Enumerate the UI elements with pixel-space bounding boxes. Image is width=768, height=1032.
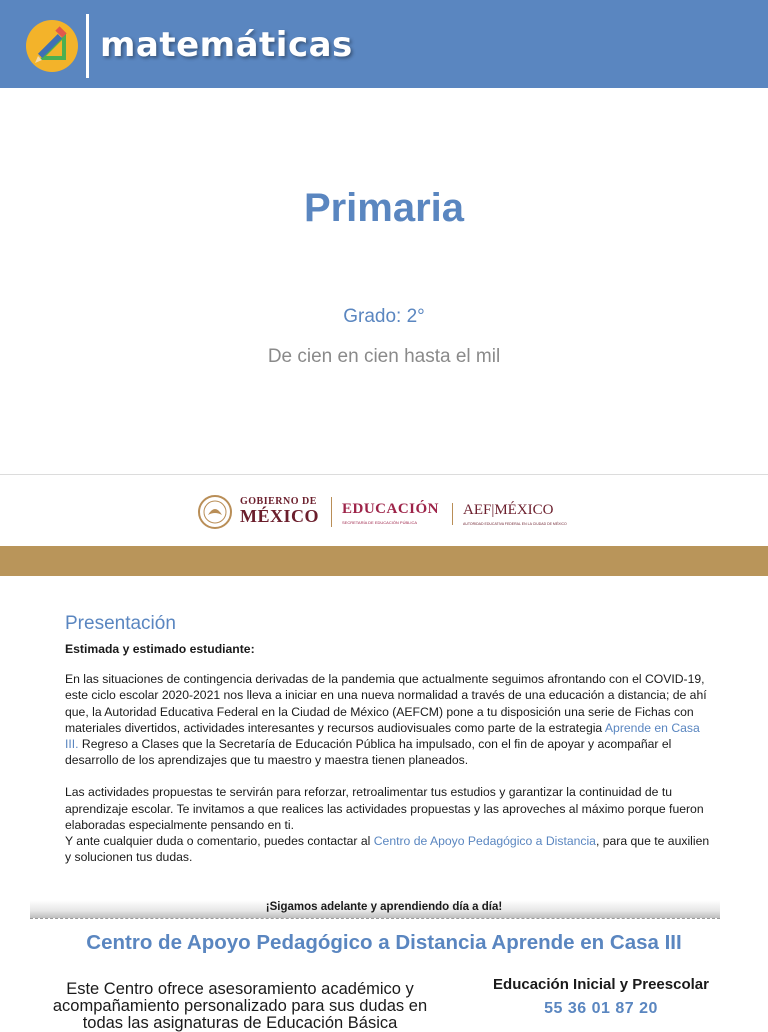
paragraph-3 <box>65 833 710 865</box>
center-title: Centro de Apoyo Pedagógico a Distancia Aprende en Casa III <box>86 931 682 954</box>
logos-row <box>198 493 578 533</box>
header-bar <box>0 0 768 88</box>
level-title: Primaria <box>303 186 465 230</box>
logo-divider <box>331 497 332 527</box>
logo-divider <box>452 503 453 525</box>
aprende-en-casa-link[interactable]: Aprende en Casa III. <box>65 720 700 752</box>
ruler-pencil-icon <box>26 20 78 72</box>
slogan-text: ¡Sigamos adelante y aprendiendo día a día! <box>265 901 503 913</box>
aef-mexico-label: AEF|MÉXICO <box>463 502 554 518</box>
sep-label: SECRETARÍA DE EDUCACIÓN PÚBLICA <box>342 520 418 525</box>
gobierno-label: GOBIERNO DE <box>240 496 317 507</box>
subject-title: matemáticas <box>100 25 353 65</box>
preschool-label: Educación Inicial y Preescolar <box>493 976 709 993</box>
mexico-label: MÉXICO <box>240 506 319 526</box>
center-description: Este Centro ofrece asesoramiento académico y acompañamiento personalizado para sus dudas en todas las asignaturas de Educación Básica <box>52 980 428 1032</box>
paragraph-3-text-end: , para que te auxilien y solucionen tus dudas. <box>65 834 710 865</box>
aef-sub-label: AUTORIDAD EDUCATIVA FEDERAL EN LA CIUDAD DE MÉXICO <box>463 522 567 526</box>
paragraph-2: Las actividades propuestas te servirán para reforzar, retroalimentar tus estudios y garantizar la continuidad de tu aprendizaje escolar. Te invitamos a que realices las actividades propuestas y las aproveches al máximo porque fueron elaboradas especialmente pensando en ti. <box>65 785 704 832</box>
paragraph-1-text-end: Regreso a Clases que la Secretaría de Educación Pública ha impulsado, con el fin de apoyar y acompañar el desarrollo de los aprendizajes que tu maestro y maestra tienen planeados. <box>65 737 672 768</box>
presentation-heading: Presentación <box>65 613 176 634</box>
preschool-phone[interactable]: 55 36 01 87 20 <box>544 1000 658 1017</box>
header-divider <box>86 14 89 78</box>
paragraph-1-text: En las situaciones de contingencia derivadas de la pandemia que actualmente seguimos afrontando con el COVID-19, este ciclo escolar 2020-2021 nos lleva a iniciar en una nueva normalidad a través de una educación a distancia; de ahí que, la Autoridad Educativa Federal en la Ciudad de México (AEFCM) pone a tu disposición una serie de Fichas con materiales divertidos, actividades interesantes y recursos audiovisuales como parte de la estrategia <box>65 672 707 735</box>
government-logos-band <box>0 474 768 547</box>
paragraph-3-text: Y ante cualquier duda o comentario, puedes contactar al <box>65 834 374 849</box>
greeting: Estimada y estimado estudiante: <box>65 642 255 656</box>
paragraph-1 <box>65 671 710 768</box>
educacion-label: EDUCACIÓN <box>342 501 440 517</box>
centro-apoyo-link[interactable]: Centro de Apoyo Pedagógico a Distancia <box>373 834 596 849</box>
cover-section <box>0 88 768 474</box>
topic-title: De cien en cien hasta el mil <box>267 346 501 367</box>
presentation-body <box>65 641 710 881</box>
gold-divider-band <box>0 546 768 576</box>
national-seal-icon <box>198 495 232 529</box>
grade-label: Grado: 2° <box>343 306 425 327</box>
